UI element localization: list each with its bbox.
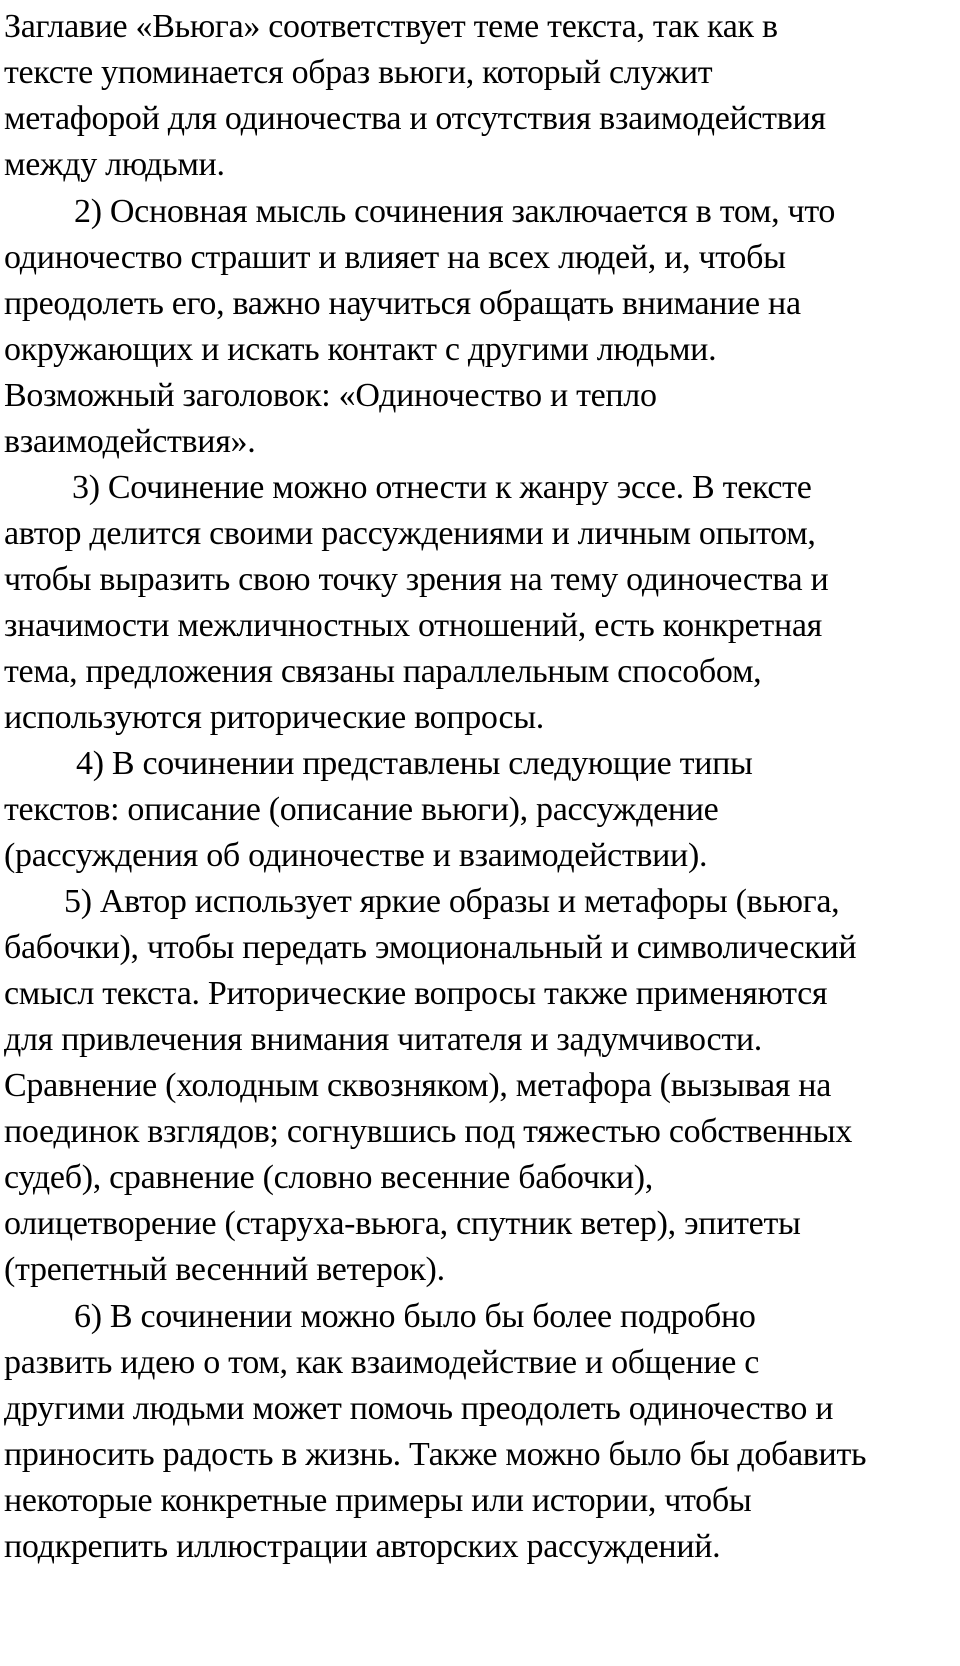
text-line: олицетворение (старуха-вьюга, спутник ветер), эпитеты <box>4 1205 801 1242</box>
text-line: взаимодействия». <box>4 423 256 460</box>
text-line-indented: 3) Сочинение можно отнести к жанру эссе. В тексте <box>72 469 812 506</box>
text-line: между людьми. <box>4 146 225 183</box>
text-line: значимости межличностных отношений, есть конкретная <box>4 607 822 644</box>
text-line: метафорой для одиночества и отсутствия взаимодействия <box>4 100 826 137</box>
text-line: текстов: описание (описание вьюги), рассуждение <box>4 791 719 828</box>
text-line: для привлечения внимания читателя и задумчивости. <box>4 1021 763 1058</box>
text-line: тема, предложения связаны параллельным способом, <box>4 653 762 690</box>
text-line: судеб), сравнение (словно весенние бабочки), <box>4 1159 653 1196</box>
text-line: (трепетный весенний ветерок). <box>4 1251 445 1288</box>
text-line-indented: 4) В сочинении представлены следующие типы <box>76 745 753 782</box>
text-line: преодолеть его, важно научиться обращать внимание на <box>4 285 801 322</box>
text-line: чтобы выразить свою точку зрения на тему одиночества и <box>4 561 829 598</box>
text-line: одиночество страшит и влияет на всех людей, и, чтобы <box>4 239 786 276</box>
text-line: некоторые конкретные примеры или истории, чтобы <box>4 1482 752 1519</box>
text-line-indented: 6) В сочинении можно было бы более подробно <box>74 1298 756 1335</box>
text-line: поединок взглядов; согнувшись под тяжестью собственных <box>4 1113 853 1150</box>
text-line: автор делится своими рассуждениями и личным опытом, <box>4 515 816 552</box>
text-line: Заглавие «Вьюга» соответствует теме текста, так как в <box>4 8 778 45</box>
text-line: Сравнение (холодным сквозняком), метафора (вызывая на <box>4 1067 831 1104</box>
text-line: бабочки), чтобы передать эмоциональный и символический <box>4 929 857 966</box>
text-line: развить идею о том, как взаимодействие и общение с <box>4 1344 760 1381</box>
text-line: Возможный заголовок: «Одиночество и тепло <box>4 377 657 414</box>
text-line: другими людьми может помочь преодолеть одиночество и <box>4 1390 834 1427</box>
text-line: (рассуждения об одиночестве и взаимодействии). <box>4 837 708 874</box>
text-line: окружающих и искать контакт с другими людьми. <box>4 331 717 368</box>
text-line: приносить радость в жизнь. Также можно было бы добавить <box>4 1436 867 1473</box>
text-line: используются риторические вопросы. <box>4 699 545 736</box>
text-line-indented: 2) Основная мысль сочинения заключается в том, что <box>74 193 836 230</box>
text-line-indented: 5) Автор использует яркие образы и метафоры (вьюга, <box>64 883 840 920</box>
text-line: смысл текста. Риторические вопросы также применяются <box>4 975 828 1012</box>
text-line: подкрепить иллюстрации авторских рассуждений. <box>4 1528 721 1565</box>
text-line: тексте упоминается образ вьюги, который служит <box>4 54 713 91</box>
